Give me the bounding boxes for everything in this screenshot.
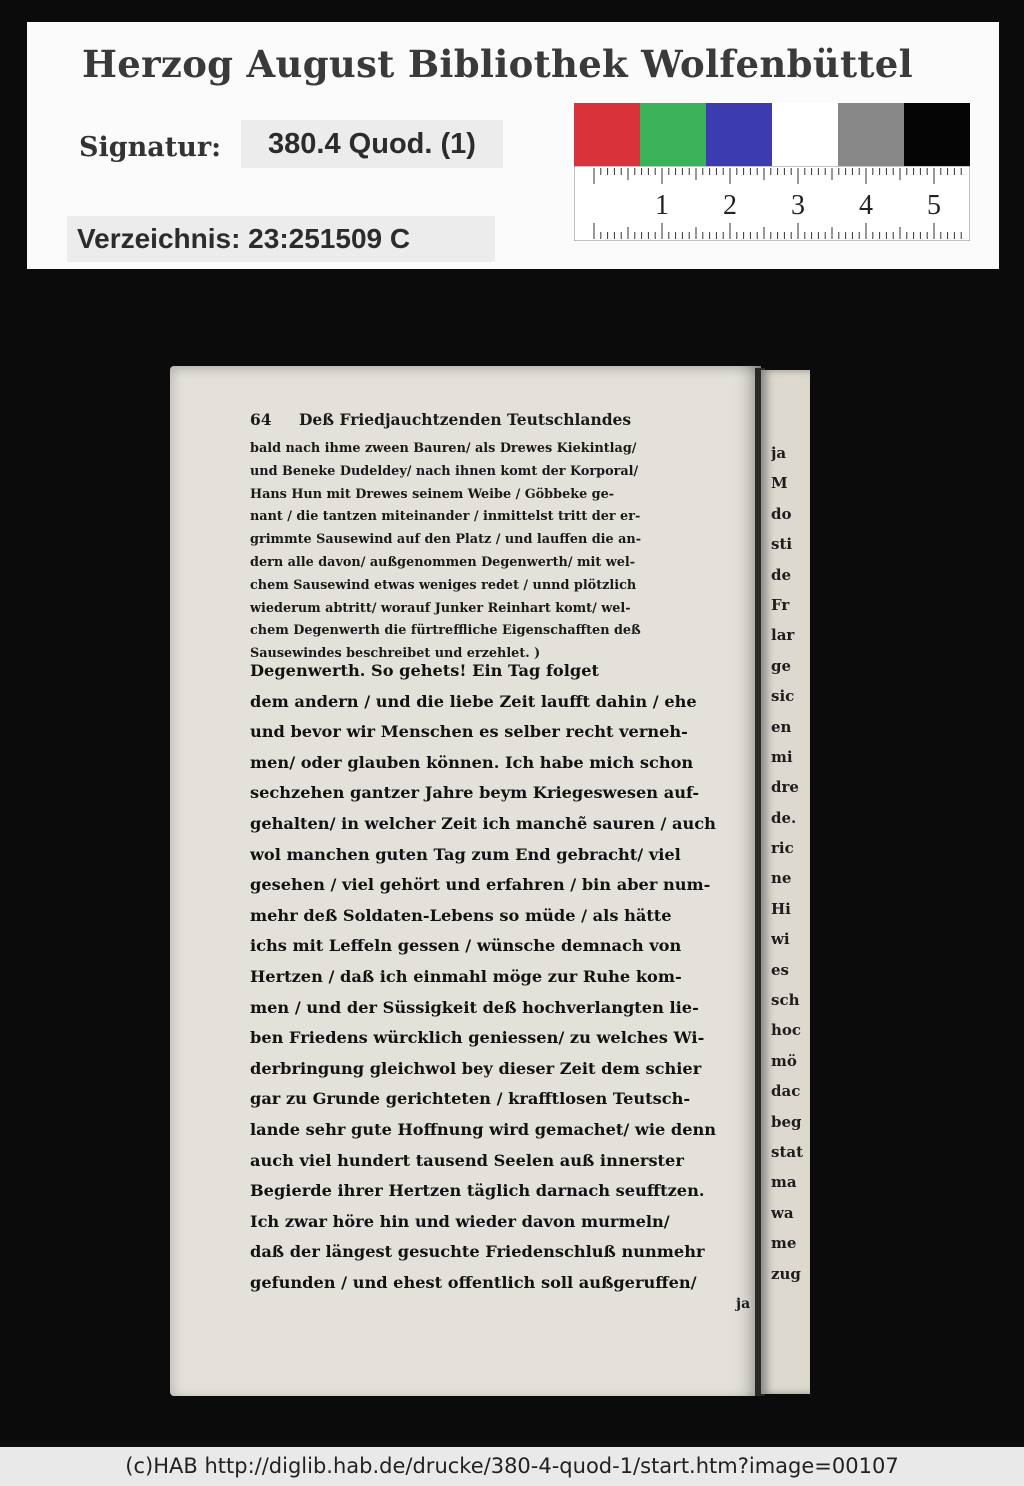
fragment-line: Fr [771,595,790,614]
stage-line: Sausewindes beschreibet und erzehlet. ) [250,646,541,662]
library-title: Herzog August Bibliothek Wolfenbüttel [82,42,913,86]
color-swatch [772,103,838,166]
color-swatch [838,103,904,166]
signatur-value: 380.4 Quod. (1) [241,120,503,168]
text-line: Ich zwar höre hin und wieder davon murmeln/ [250,1211,670,1231]
stage-line: chem Sausewind etwas weniges redet / unnd plötzlich [250,577,637,593]
color-calibration-chart [574,103,970,166]
text-line: gehalten/ in welcher Zeit ich manchẽ sauren / auch [250,813,716,833]
text-line: Hertzen / daß ich einmahl möge zur Ruhe kom- [250,966,682,986]
ruler-number: 1 [655,190,669,221]
ruler-number: 2 [723,190,737,221]
color-swatch [904,103,970,166]
text-line: mehr deß Soldaten-Lebens so müde / als hätte [250,905,672,925]
stage-line: nant / die tantzen miteinander / inmittelst tritt der er- [250,509,641,525]
fragment-line: mö [771,1051,797,1070]
stage-line: grimmte Sausewind auf den Platz / und lauffen die an- [250,532,642,548]
next-page-text-fragments [771,438,811,1289]
stage-line: dern alle davon/ außgenommen Degenwerth/ mit wel- [250,554,636,570]
dialogue-text [250,656,754,1298]
stage-line: chem Degenwerth die fürtreffliche Eigenschafften deß [250,623,641,639]
text-line: men / und der Süssigkeit deß hochverlangten lie- [250,997,699,1017]
fragment-line: sti [771,535,793,554]
fragment-line: ge [771,656,792,675]
library-info-card [27,22,999,269]
fragment-line: ne [771,869,792,888]
page-number: 64 [250,410,272,429]
fragment-line: ja [771,444,787,462]
text-line: auch viel hundert tausend Seelen auß innerster [250,1150,684,1170]
fragment-line: beg [771,1112,802,1131]
fragment-line: stat [771,1142,804,1161]
fragment-line: dac [771,1082,801,1101]
fragment-line: de. [771,808,797,827]
fragment-line: zug [771,1264,801,1283]
text-line: derbringung gleichwol bey dieser Zeit dem schier [250,1058,702,1078]
text-line: lande sehr gute Hoffnung wird gemachet/ wie denn [250,1119,717,1139]
text-line: wol manchen guten Tag zum End gebracht/ viel [250,844,681,864]
color-swatch [640,103,706,166]
stage-direction [250,438,754,666]
catchword: ja [736,1296,751,1312]
text-line: gar zu Grunde gerichteten / krafftlosen Teutsch- [250,1089,691,1109]
text-line: gefunden / und ehest offentlich soll außgeruffen/ [250,1272,697,1292]
fragment-line: ric [771,839,794,858]
text-line: ichs mit Leffeln gessen / wünsche demnach von [250,936,682,956]
text-line: Begierde ihrer Hertzen täglich darnach seufftzen. [250,1181,705,1201]
fragment-line: mi [771,747,793,766]
fragment-line: sch [771,991,800,1010]
text-line: dem andern / und die liebe Zeit laufft dahin / ehe [250,691,697,711]
running-head-title: Deß Friedjauchtzenden Teutschlandes [298,410,632,429]
text-line: Degenwerth. So gehets! Ein Tag folget [250,661,599,680]
fragment-line: de [771,565,792,584]
text-line: men/ oder glauben können. Ich habe mich schon [250,752,694,772]
fragment-line: ma [771,1173,797,1192]
text-line: ben Friedens würcklich geniessen/ zu welches Wi- [250,1028,705,1048]
stage-line: und Beneke Dudeldey/ nach ihnen komt der Korporal/ [250,463,639,479]
signatur-label: Signatur: [79,132,222,163]
fragment-line: wi [771,930,790,949]
ruler-number: 4 [859,190,873,221]
fragment-line: Hi [771,899,791,918]
measurement-ruler [574,166,970,241]
fragment-line: lar [771,626,795,645]
copyright-footer: (c)HAB http://diglib.hab.de/drucke/380-4-quod-1/start.htm?image=00107 [0,1447,1024,1486]
fragment-line: hoc [771,1021,802,1040]
verzeichnis-value: Verzeichnis: 23:251509 C [67,216,495,262]
color-swatch [574,103,640,166]
text-line: daß der längest gesuchte Friedenschluß nunmehr [250,1242,705,1262]
text-line: gesehen / viel gehört und erfahren / bin aber num- [250,875,711,895]
stage-line: wiederum abtritt/ worauf Junker Reinhart komt/ wel- [250,600,631,616]
fragment-line: dre [771,778,799,797]
stage-line: bald nach ihme zween Bauren/ als Drewes Kiekintlag/ [250,441,637,456]
color-swatch [706,103,772,166]
fragment-line: en [771,717,792,736]
running-head [250,410,700,429]
fragment-line: M [771,474,788,493]
fragment-line: do [771,504,792,523]
fragment-line: es [771,960,789,979]
fragment-line: me [771,1234,797,1253]
text-line: sechzehen gantzer Jahre beym Kriegeswesen auf- [250,783,700,803]
ruler-number: 5 [927,190,941,221]
text-line: und bevor wir Menschen es selber recht verneh- [250,722,688,742]
fragment-line: wa [771,1203,794,1222]
stage-line: Hans Hun mit Drewes seinem Weibe / Göbbeke ge- [250,486,615,502]
fragment-line: sic [771,687,795,706]
ruler-number: 3 [791,190,805,221]
